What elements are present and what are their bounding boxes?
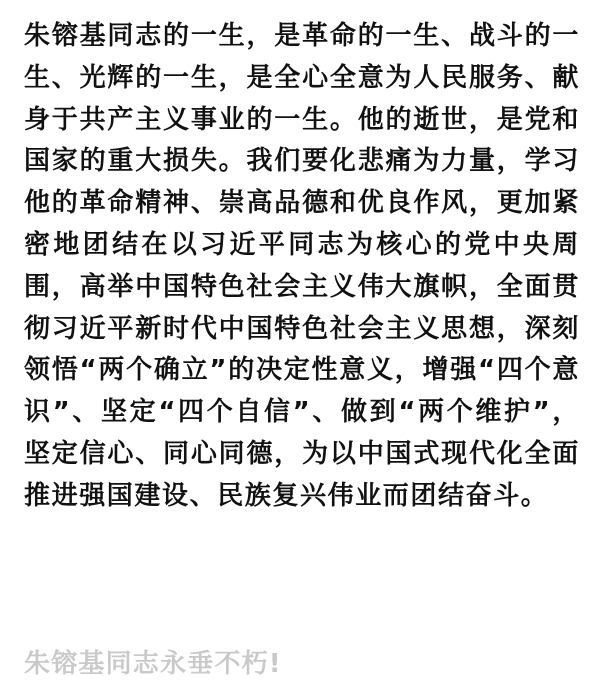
- article-body: [24, 16, 580, 518]
- article-paragraph: 朱镕基同志的一生，是革命的一生、战斗的一生、光辉的一生，是全心全意为人民服务、献身于共产主义事业的一生。他的逝世，是党和国家的重大损失。我们要化悲痛为力量，学习他的革命精神、崇高品德和优良作风，更加紧密地团结在以习近平同志为核心的党中央周围，高举中国特色社会主义伟大旗帜，全面贯彻习近平新时代中国特色社会主义思想，深刻领悟“两个确立”的决定性意义，增强“四个意识”、坚定“四个自信”、做到“两个维护”，坚定信心、同心同德，为以中国式现代化全面推进强国建设、民族复兴伟业而团结奋斗。: [24, 21, 580, 511]
- closing-line: 朱镕基同志永垂不朽!: [24, 649, 282, 679]
